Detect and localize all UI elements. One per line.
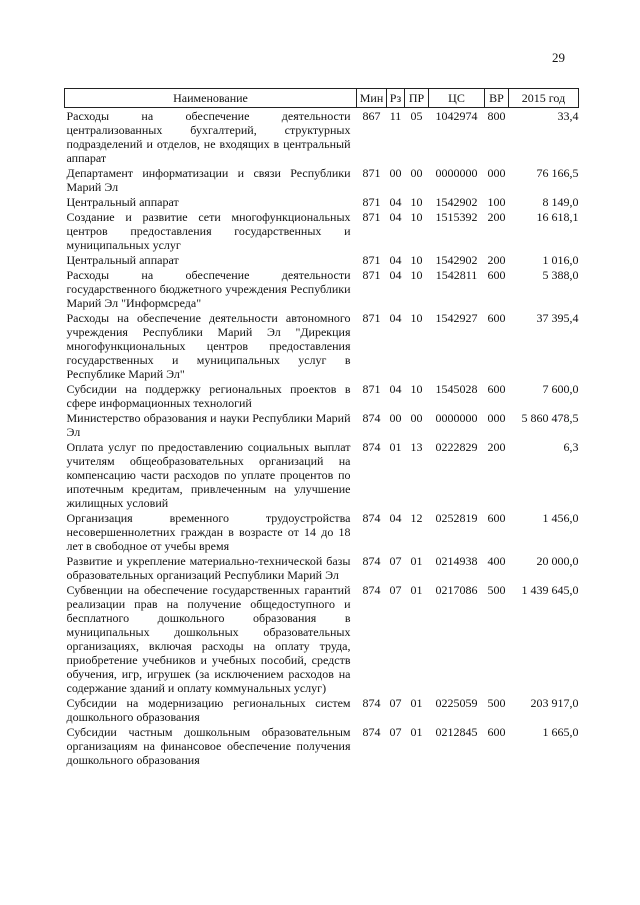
row-cs: 1542811 <box>435 268 478 282</box>
row-amount: 7 600,0 <box>542 382 579 396</box>
row-rz: 00 <box>389 166 402 180</box>
header-vr: ВР <box>485 89 509 108</box>
row-cs: 0214938 <box>435 554 478 568</box>
row-amount: 1 665,0 <box>542 725 579 739</box>
row-name: Субсидии частным дошкольным образовательным организациям на финансовое обеспечение получения дошкольного образования <box>66 725 351 767</box>
row-name: Субсидии на модернизацию региональных систем дошкольного образования <box>66 696 351 724</box>
row-vr: 000 <box>487 411 506 425</box>
table-header-row <box>65 89 579 108</box>
row-min: 871 <box>362 210 381 224</box>
row-name: Министерство образования и науки Республики Марий Эл <box>66 411 351 439</box>
row-pr: 10 <box>410 382 423 396</box>
row-cs: 0222829 <box>435 440 478 454</box>
table-row <box>65 582 579 695</box>
table-row <box>65 510 579 553</box>
row-amount: 1 439 645,0 <box>521 583 579 597</box>
row-cs: 1515392 <box>435 210 478 224</box>
page-number: 29 <box>552 50 565 65</box>
row-name: Субсидии на поддержку региональных проектов в сфере информационных технологий <box>66 382 351 410</box>
row-pr: 01 <box>410 554 423 568</box>
row-cs: 1542902 <box>435 253 478 267</box>
budget-table <box>64 88 579 767</box>
row-vr: 500 <box>487 583 506 597</box>
header-min: Мин <box>357 89 387 108</box>
row-vr: 200 <box>487 210 506 224</box>
row-name: Развитие и укрепление материально-технической базы образовательных организаций Республики Марий Эл <box>66 554 351 582</box>
row-name: Расходы на обеспечение деятельности централизованных бухгалтерий, структурных подразделений и отделов, не входящих в центральный аппарат <box>66 109 351 165</box>
row-rz: 04 <box>389 253 402 267</box>
row-pr: 00 <box>410 166 423 180</box>
table-body <box>65 108 579 768</box>
row-name: Расходы на обеспечение деятельности государственного бюджетного учреждения Республики Марий Эл "Информсреда" <box>66 268 351 310</box>
row-vr: 600 <box>487 311 506 325</box>
header-rz: Рз <box>387 89 405 108</box>
row-pr: 10 <box>410 311 423 325</box>
row-cs: 0000000 <box>435 411 478 425</box>
row-amount: 37 395,4 <box>536 311 579 325</box>
row-amount: 8 149,0 <box>542 195 579 209</box>
row-pr: 01 <box>410 725 423 739</box>
row-pr: 10 <box>410 253 423 267</box>
row-vr: 000 <box>487 166 506 180</box>
row-amount: 16 618,1 <box>536 210 579 224</box>
row-min: 874 <box>362 696 381 710</box>
row-pr: 05 <box>410 109 423 123</box>
row-min: 871 <box>362 195 381 209</box>
row-cs: 0212845 <box>435 725 478 739</box>
row-amount: 33,4 <box>557 109 579 123</box>
table-row <box>65 553 579 582</box>
row-rz: 07 <box>389 554 402 568</box>
table-row <box>65 381 579 410</box>
row-cs: 0000000 <box>435 166 478 180</box>
row-vr: 600 <box>487 268 506 282</box>
row-cs: 1042974 <box>435 109 478 123</box>
row-rz: 04 <box>389 210 402 224</box>
row-vr: 100 <box>487 195 506 209</box>
row-name: Создание и развитие сети многофункциональных центров предоставления государственных и муниципальных услуг <box>66 210 351 252</box>
row-vr: 600 <box>487 382 506 396</box>
row-vr: 600 <box>487 725 506 739</box>
table-row <box>65 209 579 252</box>
row-amount: 5 860 478,5 <box>521 411 579 425</box>
row-vr: 800 <box>487 109 506 123</box>
row-rz: 07 <box>389 583 402 597</box>
row-rz: 04 <box>389 311 402 325</box>
row-min: 874 <box>362 511 381 525</box>
row-min: 874 <box>362 583 381 597</box>
header-year: 2015 год <box>509 89 579 108</box>
header-name: Наименование <box>65 89 357 108</box>
row-cs: 0252819 <box>435 511 478 525</box>
table-row <box>65 267 579 310</box>
row-pr: 00 <box>410 411 423 425</box>
row-min: 871 <box>362 311 381 325</box>
header-pr: ПР <box>405 89 429 108</box>
row-amount: 1 456,0 <box>542 511 579 525</box>
row-min: 871 <box>362 166 381 180</box>
row-rz: 07 <box>389 725 402 739</box>
row-rz: 04 <box>389 511 402 525</box>
table-row <box>65 724 579 767</box>
row-rz: 04 <box>389 382 402 396</box>
row-amount: 76 166,5 <box>536 166 579 180</box>
row-amount: 20 000,0 <box>536 554 579 568</box>
table-row <box>65 165 579 194</box>
table-row <box>65 695 579 724</box>
row-cs: 0217086 <box>435 583 478 597</box>
row-amount: 203 917,0 <box>530 696 579 710</box>
row-amount: 1 016,0 <box>542 253 579 267</box>
row-cs: 1542927 <box>435 311 478 325</box>
row-min: 867 <box>362 109 381 123</box>
row-vr: 400 <box>487 554 506 568</box>
row-cs: 1542902 <box>435 195 478 209</box>
table-row <box>65 310 579 381</box>
table-row <box>65 194 579 209</box>
row-name: Центральный аппарат <box>66 253 179 267</box>
row-pr: 10 <box>410 268 423 282</box>
row-min: 871 <box>362 253 381 267</box>
header-cs: ЦС <box>429 89 485 108</box>
table-row <box>65 252 579 267</box>
row-name: Департамент информатизации и связи Республики Марий Эл <box>66 166 351 194</box>
row-vr: 200 <box>487 253 506 267</box>
row-amount: 5 388,0 <box>542 268 579 282</box>
row-pr: 10 <box>410 210 423 224</box>
table-row <box>65 410 579 439</box>
row-vr: 200 <box>487 440 506 454</box>
row-amount: 6,3 <box>563 440 579 454</box>
row-rz: 11 <box>389 109 402 123</box>
row-name: Центральный аппарат <box>66 195 179 209</box>
table-row <box>65 439 579 510</box>
row-name: Оплата услуг по предоставлению социальных выплат учителям общеобразовательных организаций на компенсацию части расходов по уплате процентов по ипотечным кредитам, привлеченным на улучшение жилищных условий <box>66 440 351 510</box>
row-name: Субвенции на обеспечение государственных гарантий реализации прав на получение общедоступного и бесплатного дошкольного образования в муниципальных дошкольных образовательных организациях, включая расходы на оплату труда, приобретение учебников и учебных пособий, средств обучения, игр, игрушек (за исключением расходов на содержание зданий и оплату коммунальных услуг) <box>66 583 351 695</box>
row-cs: 0225059 <box>435 696 478 710</box>
row-name: Расходы на обеспечение деятельности автономного учреждения Республики Марий Эл "Дирекция многофункциональных центров предоставления государственных и муниципальных услуг в Республике Марий Эл" <box>66 311 351 381</box>
row-rz: 04 <box>389 268 402 282</box>
row-min: 874 <box>362 554 381 568</box>
row-rz: 07 <box>389 696 402 710</box>
row-min: 871 <box>362 382 381 396</box>
row-rz: 00 <box>389 411 402 425</box>
row-rz: 04 <box>389 195 402 209</box>
table-row <box>65 108 579 166</box>
row-min: 874 <box>362 411 381 425</box>
row-pr: 01 <box>410 696 423 710</box>
row-pr: 12 <box>410 511 423 525</box>
row-min: 871 <box>362 268 381 282</box>
row-vr: 600 <box>487 511 506 525</box>
row-cs: 1545028 <box>435 382 478 396</box>
row-min: 874 <box>362 440 381 454</box>
row-min: 874 <box>362 725 381 739</box>
row-name: Организация временного трудоустройства несовершеннолетних граждан в возрасте от 14 до 18 лет в свободное от учебы время <box>66 511 351 553</box>
row-pr: 01 <box>410 583 423 597</box>
row-rz: 01 <box>389 440 402 454</box>
row-pr: 13 <box>410 440 423 454</box>
row-vr: 500 <box>487 696 506 710</box>
row-pr: 10 <box>410 195 423 209</box>
